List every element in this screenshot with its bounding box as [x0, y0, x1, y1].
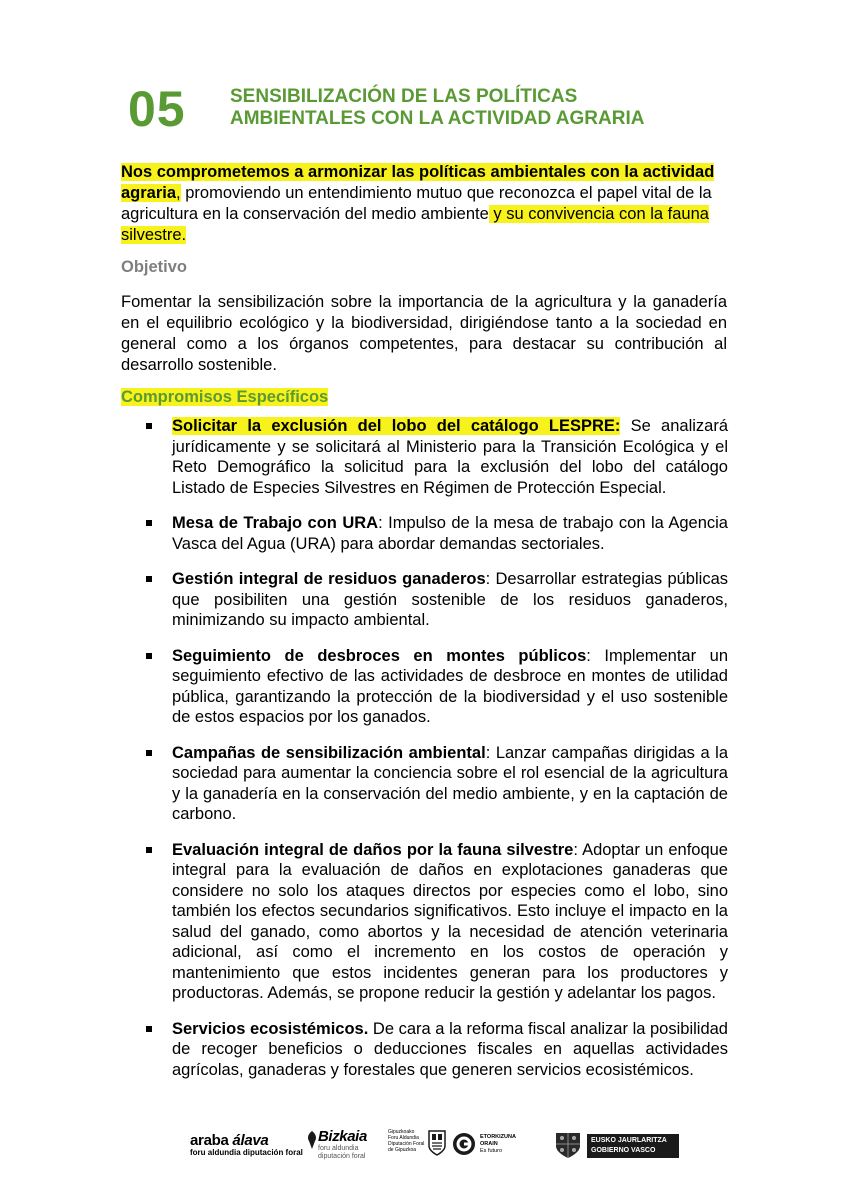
list-item — [146, 513, 728, 554]
eusko-jaurlaritza-label — [587, 1134, 679, 1158]
bullet-icon — [146, 423, 152, 429]
intro-body: promoviendo un entendimiento mutuo que reconozca el papel vital de la agricultura en la conservación del medio ambiente — [121, 184, 712, 223]
bullet-icon — [146, 576, 152, 582]
araba-logo — [190, 1132, 303, 1157]
bizkaia-logo — [306, 1128, 376, 1161]
list-item — [146, 1019, 728, 1081]
intro-highlight-bold: Nos comprometemos a armonizar las políticas ambientales con la actividad agraria — [121, 163, 715, 202]
bizkaia-logo-name: Bizkaia — [318, 1128, 367, 1145]
item-text: : Impulso de la mesa de trabajo con la Agencia Vasca del Agua (URA) para abordar demandas sectoriales. — [172, 514, 728, 553]
commitments-heading-text: Compromisos Específicos — [121, 388, 329, 406]
araba-logo-subtitle: foru aldundia diputación foral — [190, 1148, 303, 1157]
basque-government-shield-icon — [553, 1130, 583, 1160]
commitments-heading — [121, 388, 328, 407]
item-text: De cara a la reforma fiscal analizar la posibilidad de recoger beneficios o deducciones fiscales en aquellas actividades agrícolas, ganaderas y forestales que generen servicios ecosistémicos. — [172, 1019, 728, 1079]
gipuzkoa-g-emblem-icon — [452, 1132, 476, 1156]
item-text: : Lanzar campañas dirigidas a la sociedad para aumentar la conciencia sobre el rol esencial de la agricultura y la ganadería en la conservación del medio ambiente, y en la captación de carbono. — [172, 743, 728, 823]
item-title: Gestión integral de residuos ganaderos — [172, 570, 486, 588]
araba-logo-text-b: álava — [232, 1132, 269, 1149]
gipuzkoa-slogan — [480, 1134, 516, 1155]
section-number: 05 — [128, 81, 186, 137]
item-title: Evaluación integral de daños por la fauna silvestre — [172, 840, 574, 859]
list-item — [146, 569, 728, 631]
item-title: Solicitar la exclusión del lobo del catálogo LESPRE: — [172, 417, 621, 435]
section-title-line-2: AMBIENTALES CON LA ACTIVIDAD AGRARIA — [230, 108, 645, 129]
ej-line-1: EUSKO JAURLARITZA — [591, 1137, 667, 1144]
item-title: Campañas de sensibilización ambiental — [172, 743, 486, 762]
objective-text: Fomentar la sensibilización sobre la importancia de la agricultura y la ganadería en el equilibrio ecológico y la biodiversidad, dirigiéndose tanto a la sociedad en general como a los órganos competentes, para destacar su contribución al desarrollo sostenible. — [121, 293, 727, 374]
item-title: Seguimiento de desbroces en montes públicos — [172, 646, 587, 665]
bullet-icon — [146, 520, 152, 526]
commitments-list — [146, 416, 728, 1095]
gipuzkoa-slogan-2: ORAIN — [480, 1141, 498, 1147]
item-text: : Adoptar un enfoque integral para la evaluación de daños en explotaciones ganaderas que considere no solo los ataques directos por especies como el lobo, sino también los efectos secundarios significativos. Esto incluye el impacto en la salud del ganado, como abortos y la necesidad de atención veterinaria adicional, así como el incremento en los costos de operación y mantenimiento que estos incidentes generan para los productores y productoras. Además, se propone reducir la gestión y adelantar los pagos. — [172, 840, 728, 1002]
gipuzkoa-shield-icon — [428, 1130, 446, 1156]
bizkaia-logo-sub-2: diputación foral — [318, 1153, 366, 1160]
list-item — [146, 840, 728, 1004]
gipuzkoa-slogan-3: Es futuro — [480, 1148, 503, 1154]
footer-logos — [0, 1122, 848, 1172]
gipuzkoa-logo-text: Gipuzkoako Foru Aldundia Diputación Foral de Gipuzkoa — [388, 1129, 425, 1153]
bullet-icon — [146, 750, 152, 756]
gipuzkoa-slogan-1: ETORKIZUNA — [480, 1134, 516, 1140]
gipuzkoa-logo — [388, 1126, 528, 1166]
section-title-line-1: SENSIBILIZACIÓN DE LAS POLÍTICAS — [230, 86, 578, 107]
intro-highlight-comma: , — [176, 184, 181, 202]
bizkaia-tree-icon — [306, 1130, 318, 1150]
item-text: : Desarrollar estrategias públicas que posibiliten una gestión sostenible de los residuos ganaderos, minimizando su impacto ambiental. — [172, 570, 728, 629]
ej-line-2: GOBIERNO VASCO — [591, 1147, 656, 1154]
intro-paragraph — [121, 162, 726, 246]
list-item — [146, 416, 728, 498]
bullet-icon — [146, 847, 152, 853]
bullet-icon — [146, 653, 152, 659]
araba-logo-text-a: araba — [190, 1132, 229, 1149]
list-item — [146, 646, 728, 728]
intro-highlight-end: y su convivencia con la fauna silvestre. — [121, 205, 709, 244]
item-title: Servicios ecosistémicos. — [172, 1019, 369, 1038]
bullet-icon — [146, 1026, 152, 1032]
bizkaia-logo-sub-1: foru aldundia — [318, 1145, 359, 1152]
eusko-jaurlaritza-logo — [553, 1128, 683, 1162]
objective-heading: Objetivo — [121, 258, 188, 276]
list-item — [146, 743, 728, 825]
item-text: : Implementar un seguimiento efectivo de las actividades de desbroce en montes de utilidad pública, garantizando la protección de la biodiversidad y el uso sostenible de estos espacios por los ganados. — [172, 646, 728, 726]
item-text: Se analizará jurídicamente y se solicitará al Ministerio para la Transición Ecológica y el Reto Demográfico la solicitud para la exclusión del lobo del catálogo Listado de Especies Silvestres en Régimen de Protección Especial. — [172, 417, 728, 497]
item-title: Mesa de Trabajo con URA — [172, 514, 379, 532]
section-title — [230, 86, 644, 130]
